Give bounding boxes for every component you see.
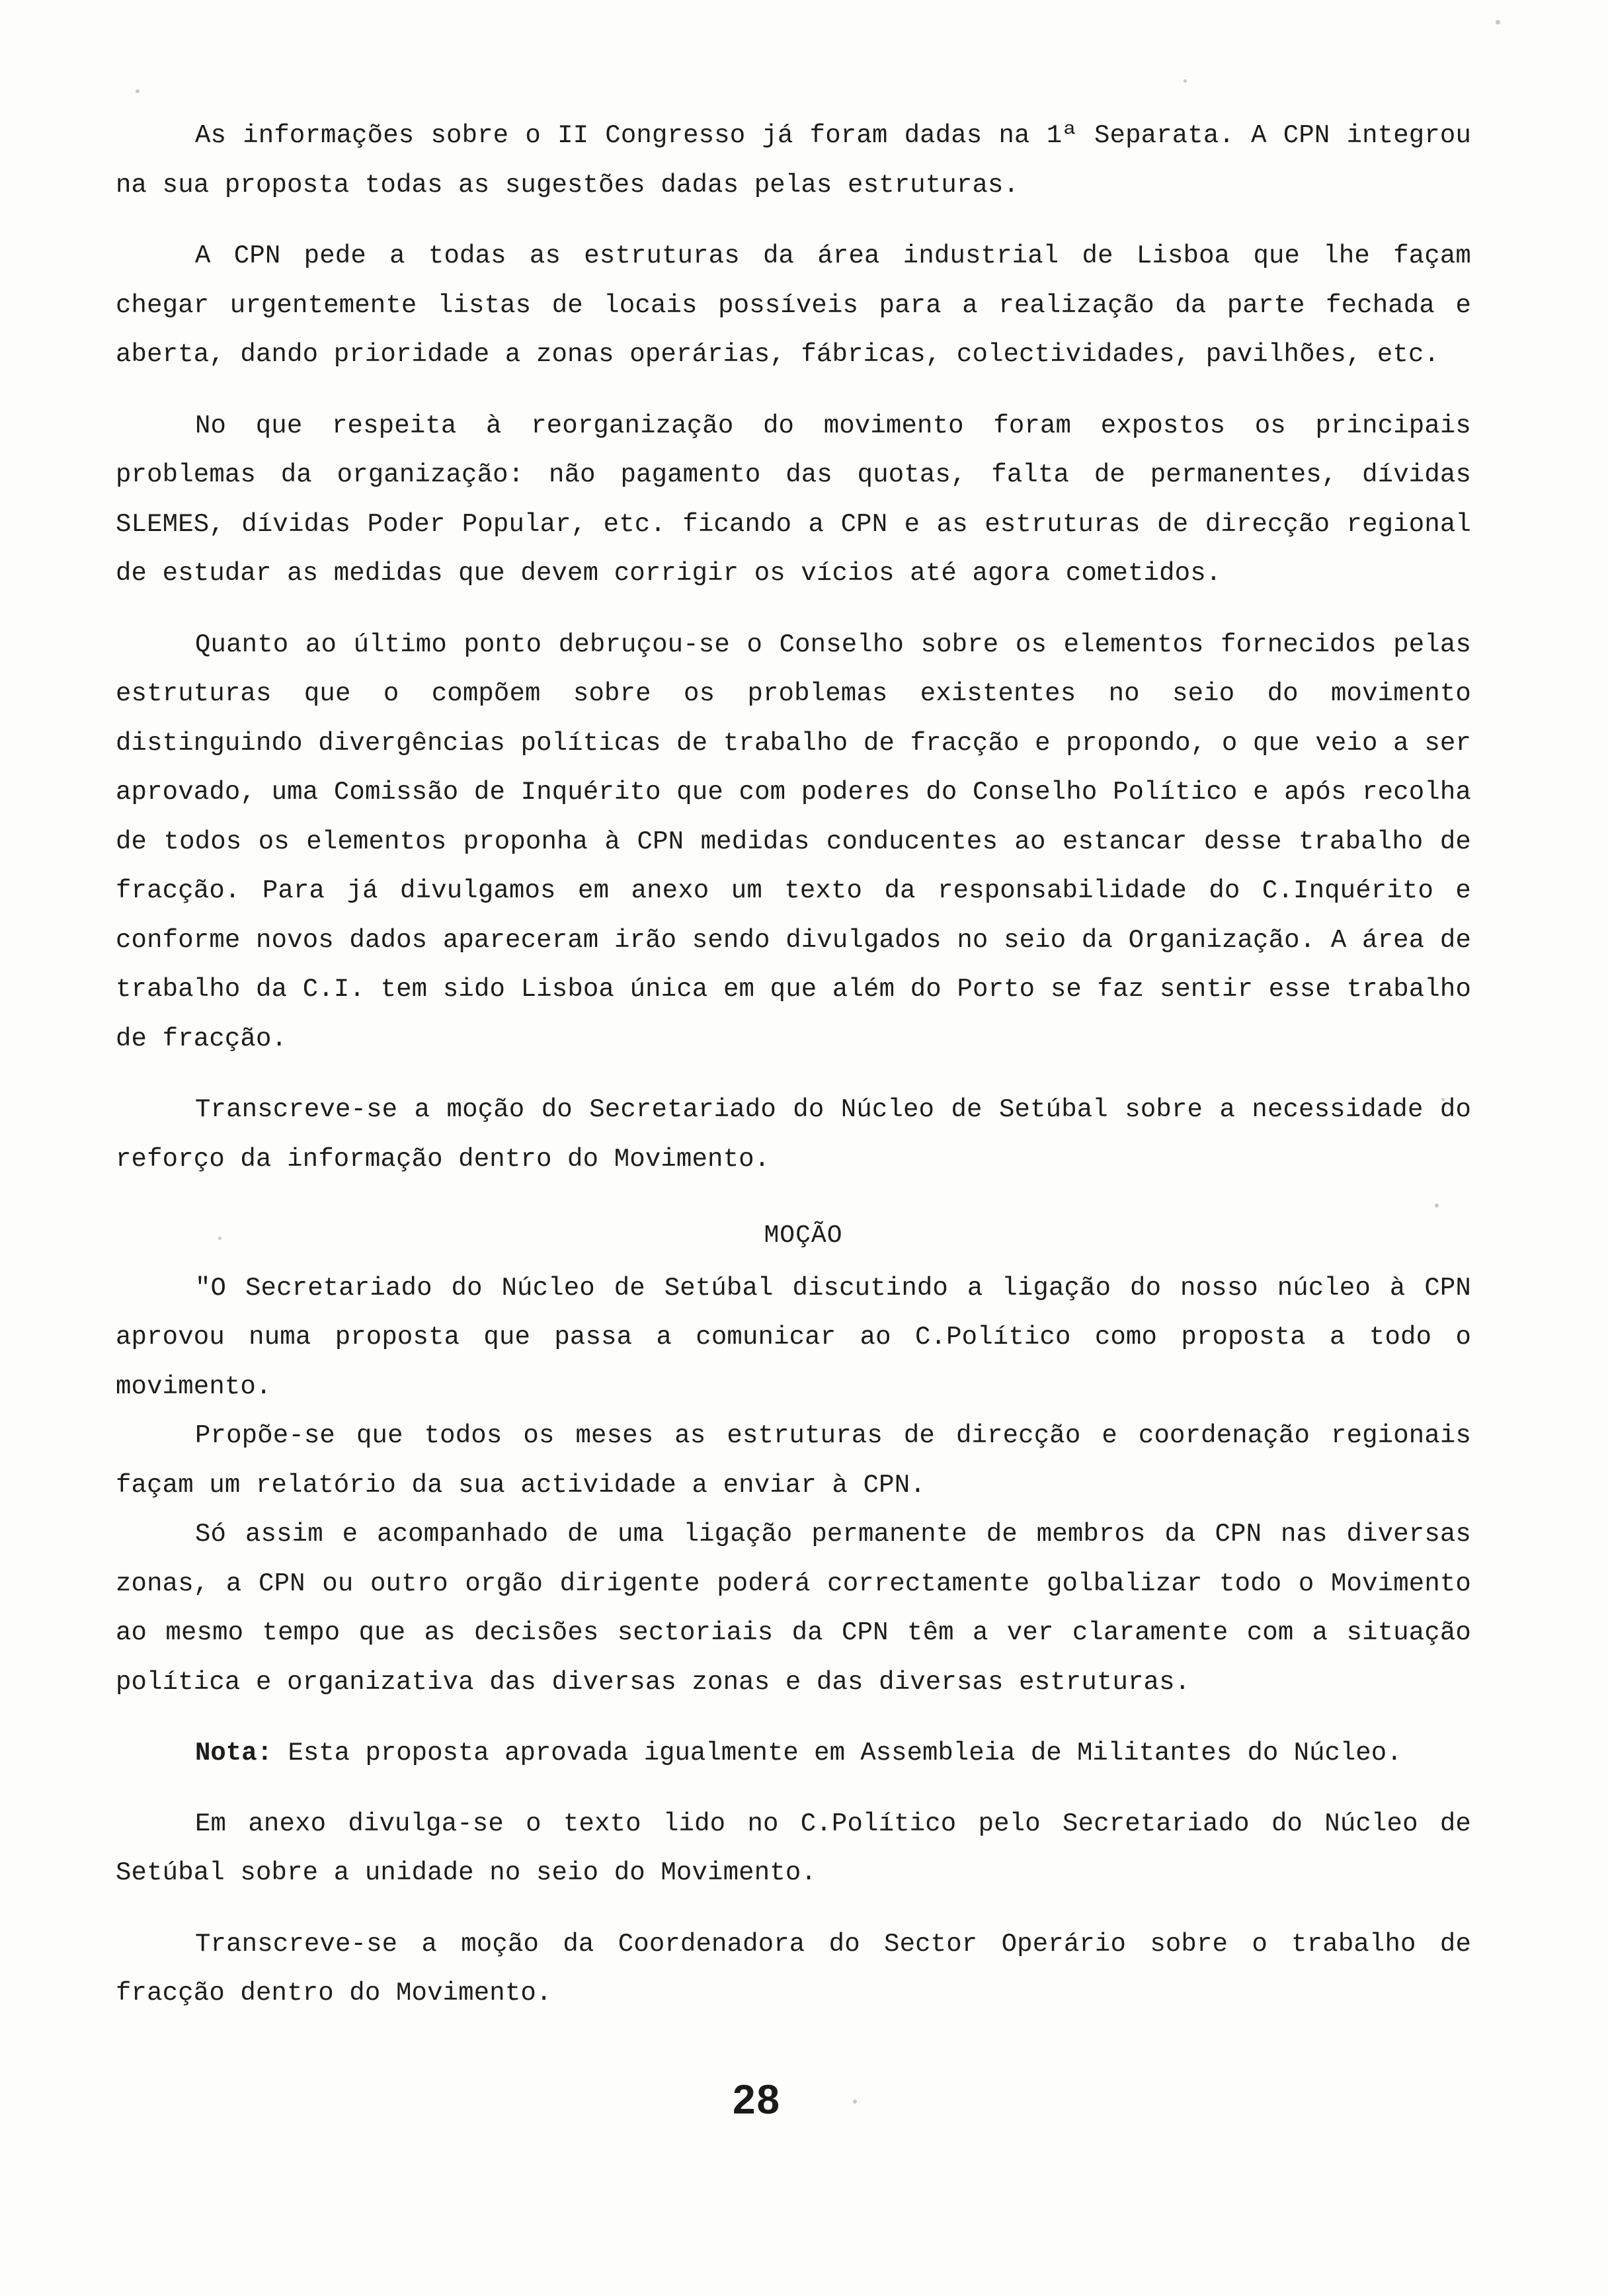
paragraph-congress-info: As informações sobre o II Congresso já foram dadas na 1ª Separata. A CPN integrou na sua proposta todas as sugestões dadas pelas estruturas. — [116, 121, 1471, 200]
paragraph-transcription-intro: Transcreve-se a moção do Secretariado do Núcleo de Setúbal sobre a necessidade do reforço da informação dentro do Movimento. — [116, 1095, 1471, 1174]
nota-text: Esta proposta aprovada igualmente em Assembleia de Militantes do Núcleo. — [288, 1739, 1402, 1768]
motion-title: MOÇÃO — [764, 1221, 843, 1250]
nota-label: Nota: — [195, 1739, 273, 1768]
paragraph-inquiry-commission: Quanto ao último ponto debruçou-se o Conselho sobre os elementos fornecidos pelas estruturas que o compõem sobre os problemas existentes no seio do movimento distinguindo divergências políticas de trabalho de fracção e propondo, o que veio a ser aprovado, uma Comissão de Inquérito que com poderes do Conselho Político e após recolha de todos os elementos proponha à CPN medidas conducentes ao estancar desse trabalho de fracção. Para já divulgamos em anexo um texto da responsabilidade do C.Inquérito e conforme novos dados apareceram irão sendo divulgados no seio da Organização. A área de trabalho da C.I. tem sido Lisboa única em que além do Porto se faz sentir esse trabalho de fracção. — [116, 630, 1471, 1053]
scan-speck — [853, 2100, 857, 2104]
paragraph-reorganization: No que respeita à reorganização do movimento foram expostos os principais problemas da organização: não pagamento das quotas, falta de permanentes, dívidas SLEMES, dívidas Poder Popular, etc. ficando a CPN e as estruturas de direcção regional de estudar as medidas que devem corrigir os vícios até agora cometidos. — [116, 411, 1471, 588]
document-body — [116, 111, 1471, 2040]
page-number: 28 — [733, 2077, 781, 2123]
motion-paragraph: "O Secretariado do Núcleo de Setúbal discutindo a ligação do nosso núcleo à CPN aprovou numa proposta que passa a comunicar ao C.Político como proposta a todo o movimento. — [116, 1273, 1471, 1401]
scan-speck — [1496, 20, 1500, 24]
nota-block — [116, 1729, 1471, 1778]
paragraph-locations-request: A CPN pede a todas as estruturas da área industrial de Lisboa que lhe façam chegar urgentemente listas de locais possíveis para a realização da parte fechada e aberta, dando prioridade a zonas operárias, fábricas, colectividades, pavilhões, etc. — [116, 241, 1471, 369]
motion-paragraph: Só assim e acompanhado de uma ligação permanente de membros da CPN nas diversas zonas, a CPN ou outro orgão dirigente poderá correctamente golbalizar todo o Movimento ao mesmo tempo que as decisões sectoriais da CPN têm a ver claramente com a situação política e organizativa das diversas zonas e das diversas estruturas. — [116, 1520, 1471, 1697]
closing-paragraph-annex: Em anexo divulga-se o texto lido no C.Político pelo Secretariado do Núcleo de Setúbal sobre a unidade no seio do Movimento. — [116, 1809, 1471, 1887]
closing-paragraph-transcription: Transcreve-se a moção da Coordenadora do Sector Operário sobre o trabalho de fracção dentro do Movimento. — [116, 1929, 1471, 2008]
scan-speck — [136, 89, 140, 93]
motion-paragraph: Propõe-se que todos os meses as estruturas de direcção e coordenação regionais façam um relatório da sua actividade a enviar à CPN. — [116, 1421, 1471, 1500]
scan-speck — [1184, 79, 1187, 83]
